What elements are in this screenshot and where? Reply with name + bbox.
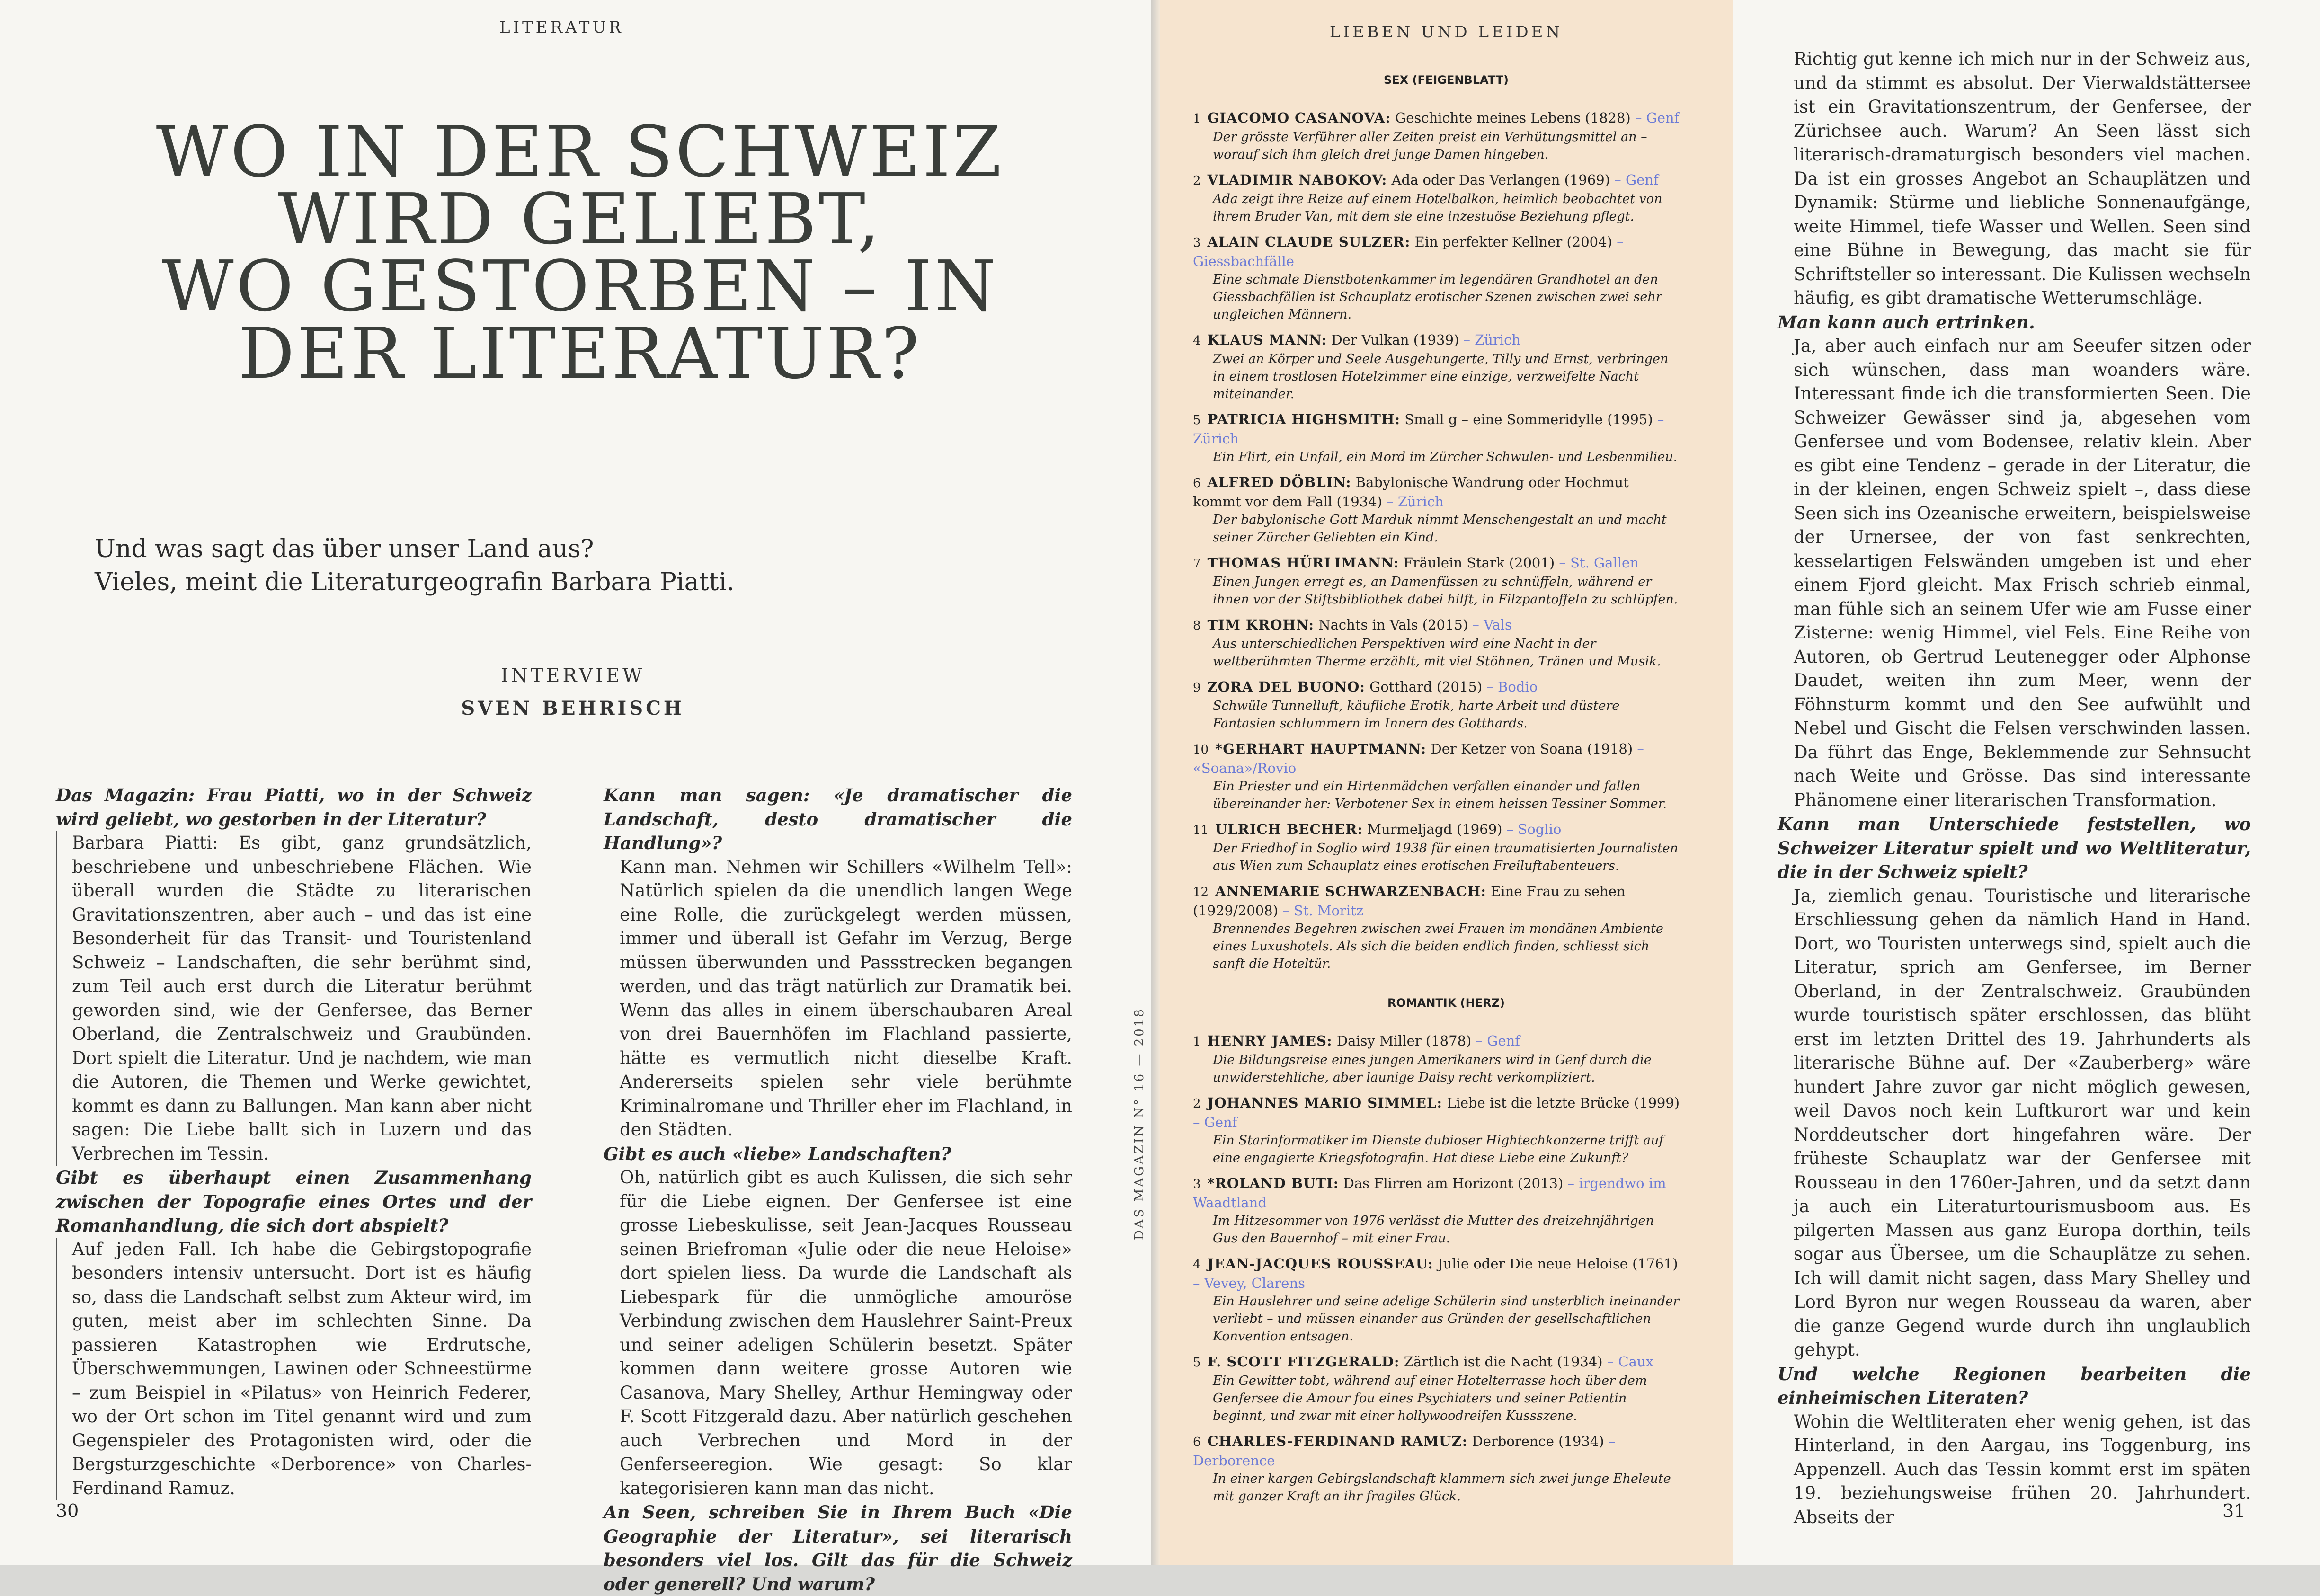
entry-place: Giessbachfälle bbox=[1193, 253, 1294, 269]
entry-place: Soglio bbox=[1518, 821, 1562, 837]
entry-work: Fräulein Stark (2001) bbox=[1403, 555, 1555, 571]
entry-dash: – bbox=[1607, 1354, 1618, 1370]
entry-author: HENRY JAMES: bbox=[1207, 1033, 1333, 1049]
entry-author: ALAIN CLAUDE SULZER: bbox=[1207, 234, 1411, 250]
entry-author: TIM KROHN: bbox=[1207, 617, 1315, 633]
interview-column-3 bbox=[1778, 47, 2251, 1529]
entry-desc: Ein Priester und ein Hirtenmädchen verfallen einander und fallen übereinander her: Verbotener Sex in einem heissen Tessiner Sommer. bbox=[1213, 779, 1667, 811]
box-title: LIEBEN UND LEIDEN bbox=[1329, 23, 1563, 42]
entry-desc: Der Friedhof in Soglio wird 1938 für einen traumatisierten Journalisten aus Wien zum Schauplatz eines erotischen Freiluftabenteuers. bbox=[1213, 841, 1679, 873]
entry-num: 9 bbox=[1193, 681, 1201, 695]
entry-num: 5 bbox=[1193, 413, 1201, 427]
interview-question: Kann man sagen: «Je dramatischer die Landschaft, desto dramatischer die Handlung»? bbox=[604, 785, 1072, 853]
box-section-sex: SEX (FEIGENBLATT) bbox=[1384, 73, 1509, 87]
entry-dash: – bbox=[1476, 1033, 1487, 1049]
entry-work: Small g – eine Sommeridylle (1995) bbox=[1404, 411, 1653, 427]
entry-author: JEAN-JACQUES ROUSSEAU: bbox=[1207, 1256, 1433, 1272]
entry-desc: Im Hitzesommer von 1976 verlässt die Mutter des dreizehnjährigen Gus den Bauernhof – mit einer Frau. bbox=[1213, 1214, 1654, 1246]
lead-text bbox=[95, 532, 852, 599]
entry-place: St. Moritz bbox=[1293, 903, 1364, 919]
entry-num: 3 bbox=[1193, 236, 1201, 250]
entry-work: Geschichte meines Lebens (1828) bbox=[1395, 110, 1631, 126]
interview-question: Gibt es auch «liebe» Landschaften? bbox=[604, 1143, 951, 1164]
entry-desc: Der grösste Verführer aller Zeiten preist ein Verhütungsmittel an – worauf sich ihm gleich drei junge Damen hingeben. bbox=[1213, 130, 1647, 162]
entry-place: Vals bbox=[1484, 617, 1512, 633]
entry-dash: – bbox=[1567, 1175, 1579, 1191]
entry-work: Daisy Miller (1878) bbox=[1336, 1033, 1472, 1049]
headline-line: WIRD GELIEBT, bbox=[277, 178, 882, 260]
entry-num: 11 bbox=[1193, 823, 1209, 837]
entry-work: Nachts in Vals (2015) bbox=[1318, 617, 1468, 633]
list-item bbox=[1193, 1255, 1680, 1345]
entry-place: Genf bbox=[1626, 172, 1659, 188]
interview-question: Man kann auch ertrinken. bbox=[1778, 311, 2035, 333]
lead-line: Vieles, meint die Literaturgeografin Barbara Piatti. bbox=[95, 568, 735, 596]
entry-num: 8 bbox=[1193, 619, 1201, 633]
entry-work: Murmeljagd (1969) bbox=[1367, 821, 1502, 837]
box-list-romantik bbox=[1193, 1032, 1680, 1513]
entry-dash: – bbox=[1282, 903, 1294, 919]
interview-answer: Barbara Piatti: Es gibt, ganz grundsätzlich, beschriebene und unbeschriebene Flächen. Wie überall wurden die Städte zu literarischen Gravitationszentren, aber auch – und das ist eine Besonderheit für das Transit- und Touristenland Schweiz – Landschaften, die sehr berühmt sind, zum Teil auch erst durch die Literatur berühmt geworden sind, wie der Genfersee, das Berner Oberland, die Zentralschweiz und Graubünden. Dort spielt die Literatur. Und je nachdem, wie man die Autoren, die Themen und Werke gewichtet, kommt es dann zu Ballungen. Man kann aber nicht sagen: Die Liebe ballt sich in Luzern und das Verbrechen im Tessin. bbox=[56, 831, 532, 1166]
list-item bbox=[1193, 1032, 1680, 1086]
list-item bbox=[1193, 882, 1680, 973]
list-item bbox=[1193, 740, 1680, 813]
page-title bbox=[71, 111, 1089, 394]
entry-desc: Brennendes Begehren zwischen zwei Frauen im mondänen Ambiente eines Luxushotels. Als sich die beiden endlich finden, schliesst sich sanft die Hoteltür. bbox=[1213, 922, 1663, 971]
entry-dash: – bbox=[1559, 555, 1571, 571]
entry-author: ZORA DEL BUONO: bbox=[1207, 679, 1365, 695]
entry-work: Der Vulkan (1939) bbox=[1331, 332, 1459, 348]
entry-dash: – bbox=[1614, 172, 1626, 188]
interview-answer: Richtig gut kenne ich mich nur in der Schweiz aus, und da stimmt es absolut. Der Vierwaldstättersee ist ein Gravitationszentrum, der Genfersee, der Zürichsee auch. Warum? An Seen lässt sich literarisch-dramaturgisch besonders viel machen. Da ist ein grosses Angebot an Schauplätzen und Dynamik: Stürme und liebliche Sonnenaufgänge, weite Himmel, tiefe Wasser und Wellen. Seen sind eine Bühne in Bewegung, das macht sie für Schriftsteller so interessant. Die Kulissen wechseln häufig, es gibt dramatische Wetterumschläge. bbox=[1778, 47, 2251, 310]
list-item bbox=[1193, 1353, 1680, 1425]
entry-num: 10 bbox=[1193, 743, 1209, 757]
interview-question: An Seen, schreiben Sie in Ihrem Buch «Die Geographie der Literatur», sei literarisch besonders viel los. Gilt das für die Schweiz oder generell? Und warum? bbox=[604, 1502, 1072, 1595]
headline-line: WO GESTORBEN – IN bbox=[161, 246, 998, 327]
entry-dash: – bbox=[1193, 1275, 1204, 1291]
entry-desc: Ein Gewitter tobt, während auf einer Hotelterrasse hoch über dem Genfersee die Amour fou eines Psychiaters und seiner Patientin beginnt, und zwar mit einer hollywoodreifen Kussszene. bbox=[1213, 1374, 1647, 1423]
entry-place: Genf bbox=[1646, 110, 1680, 126]
interview-column-1 bbox=[56, 783, 532, 1500]
section-label: LITERATUR bbox=[499, 18, 624, 37]
entry-dash: – bbox=[1472, 617, 1484, 633]
entry-author: PATRICIA HIGHSMITH: bbox=[1207, 411, 1401, 427]
entry-dash: – bbox=[1637, 741, 1644, 757]
lead-line: Und was sagt das über unser Land aus? bbox=[95, 535, 594, 563]
entry-author: GIACOMO CASANOVA: bbox=[1207, 110, 1391, 126]
page-number-left: 30 bbox=[56, 1500, 79, 1521]
entry-desc: Einen Jungen erregt es, an Damenfüssen zu schnüffeln, während er ihnen vor der Stiftsbibliothek dabei hilft, in Filzpantoffeln zu schlüpfen. bbox=[1213, 575, 1678, 607]
entry-place: «Soana»/Rovio bbox=[1193, 760, 1297, 776]
entry-author: KLAUS MANN: bbox=[1207, 332, 1327, 348]
page-number-right: 31 bbox=[2222, 1500, 2246, 1521]
interview-column-2 bbox=[604, 783, 1072, 1596]
list-item bbox=[1193, 820, 1680, 875]
entry-author: THOMAS HÜRLIMANN: bbox=[1207, 555, 1399, 571]
gutter bbox=[1151, 0, 1160, 1565]
interview-answer: Wohin die Weltliteraten eher wenig gehen, ist das Hinterland, in den Aargau, ins Toggenburg, ins Appenzell. Auch das Tessin kommt erst im späten 19. beziehungsweise frühen 20. Jahrhundert. Abseits der bbox=[1778, 1410, 2251, 1530]
list-item bbox=[1193, 109, 1680, 163]
entry-author: ALFRED DÖBLIN: bbox=[1207, 474, 1351, 490]
entry-num: 2 bbox=[1193, 1097, 1201, 1111]
entry-num: 5 bbox=[1193, 1356, 1201, 1370]
list-item bbox=[1193, 473, 1680, 546]
interview-answer: Ja, aber auch einfach nur am Seeufer sitzen oder sich wünschen, dass man woanders wäre. Interessant finde ich die transformierten Seen. Die Schweizer Gewässer sind ja, abgesehen vom Genfersee und vom Bodensee, relativ klein. Aber es gibt eine Tendenz – gerade in der Literatur, die in der kleinen, engen Schweiz spielt –, dass diese Seen sich ins Ozeanische erweitern, beispielsweise der Urnersee, der von fast senkrechten, kesselartigen Felswänden umgeben ist und eher einem Fjord gleicht. Max Frisch schrieb einmal, man fühle sich an seinem Ufer wie am Fusse einer Zisterne: wenig Himmel, viel Fels. Eine Reihe von Autoren, ob Gertrud Leutenegger oder Alphonse Daudet, weiten ihn zum Meer, wenn der Föhnsturm kommt und den See aufwühlt und Nebel und Gischt die Felsen verschwinden lassen. Da führt das Enge, Beklemmende zur Sehnsucht nach Weite und Grösse. Das sind interessante Phänomene einer literarischen Transformation. bbox=[1778, 334, 2251, 812]
entry-desc: In einer kargen Gebirgslandschaft klammern sich zwei junge Eheleute mit ganzer Kraft an ihr fragiles Glück. bbox=[1213, 1472, 1671, 1504]
entry-place: St. Gallen bbox=[1570, 555, 1639, 571]
entry-work: Eine Frau zu sehen (1929/2008) bbox=[1193, 883, 1626, 919]
entry-desc: Ada zeigt ihre Reize auf einem Hotelbalkon, heimlich beobachtet von ihrem Bruder Van, mit dem sie eine inzestuöse Beziehung pflegt. bbox=[1213, 192, 1662, 224]
entry-author: VLADIMIR NABOKOV: bbox=[1207, 172, 1387, 188]
byline-label: INTERVIEW bbox=[500, 665, 645, 687]
entry-num: 4 bbox=[1193, 334, 1201, 348]
entry-num: 6 bbox=[1193, 476, 1201, 490]
entry-work: Das Flirren am Horizont (2013) bbox=[1343, 1175, 1564, 1191]
byline-author: SVEN BEHRISCH bbox=[461, 697, 684, 719]
entry-num: 12 bbox=[1193, 885, 1209, 899]
list-item bbox=[1193, 171, 1680, 225]
entry-place: Caux bbox=[1618, 1354, 1653, 1370]
box-list-sex bbox=[1193, 109, 1680, 980]
entry-author: JOHANNES MARIO SIMMEL: bbox=[1207, 1095, 1443, 1111]
entry-place: Genf bbox=[1487, 1033, 1520, 1049]
entry-author: CHARLES-FERDINAND RAMUZ: bbox=[1207, 1433, 1468, 1449]
entry-dash: – bbox=[1635, 110, 1646, 126]
magazine-issue-note: DAS MAGAZIN N° 16 — 2018 bbox=[1132, 1007, 1147, 1240]
list-item bbox=[1193, 1094, 1680, 1167]
entry-author: *ROLAND BUTI: bbox=[1207, 1175, 1339, 1191]
entry-place: irgendwo im Waadtland bbox=[1193, 1175, 1666, 1211]
entry-dash: – bbox=[1506, 821, 1518, 837]
list-item bbox=[1193, 410, 1680, 466]
entry-num: 7 bbox=[1193, 557, 1201, 571]
entry-work: Derborence (1934) bbox=[1472, 1433, 1604, 1449]
interview-answer: Kann man. Nehmen wir Schillers «Wilhelm Tell»: Natürlich spielen da die unendlich langen Wege eine Rolle, die zurückgelegt werden müssen, immer und überall ist Gefahr im Verzug, Berge müssen überwunden und Passstrecken begangen werden, und das trägt natürlich zur Dramatik bei. Wenn das alles in einem überschaubaren Areal von drei Bauernhöfen im Flachland passierte, hätte es vermutlich nicht dieselbe Kraft. Andererseits spielen sehr viele berühmte Kriminalromane und Thriller eher im Flachland, in den Städten. bbox=[604, 855, 1072, 1142]
entry-num: 1 bbox=[1193, 112, 1201, 126]
list-item bbox=[1193, 554, 1680, 608]
entry-place: Bodio bbox=[1498, 679, 1538, 695]
entry-desc: Eine schmale Dienstbotenkammer im legendären Grandhotel an den Giessbachfällen ist Schauplatz erotischer Szenen zwischen zwei sehr ungleichen Männern. bbox=[1213, 272, 1662, 322]
entry-dash: – bbox=[1387, 494, 1398, 510]
list-item bbox=[1193, 233, 1680, 323]
entry-author: ULRICH BECHER: bbox=[1215, 821, 1363, 837]
entry-desc: Aus unterschiedlichen Perspektiven wird eine Nacht in der weltberühmten Therme erzählt, mit viel Stöhnen, Tränen und Musik. bbox=[1213, 637, 1661, 669]
entry-desc: Die Bildungsreise eines jungen Amerikaners wird in Genf durch die unwiderstehliche, aber launige Daisy recht verkompliziert. bbox=[1213, 1053, 1652, 1085]
headline-line: DER LITERATUR? bbox=[238, 313, 922, 394]
entry-dash: – bbox=[1486, 679, 1498, 695]
interview-answer: Ja, ziemlich genau. Touristische und literarische Erschliessung gehen da nämlich Hand in Hand. Dort, wo Touristen unterwegs sind, spielt auch die Literatur, sprich am Genfersee, im Berner Oberland, in der Zentralschweiz. Graubünden wurde touristisch später erschlossen, das blüht erst im letzten Drittel des 19. Jahrhunderts als literarische Bühne auf. Der «Zauberberg» wäre hundert Jahre zuvor gar nicht möglich gewesen, weil Davos noch kein Luftkurort war und kein Norddeutscher dort hingefahren wäre. Der früheste Schauplatz war der Genfersee mit Rousseau in den 1760er-Jahren, und da setzt dann ja auch ein Literaturtourismusboom aus. Es pilgerten Massen aus ganz Europa dorthin, teils sogar aus Übersee, um die Schauplätze zu sehen. Ich will damit nicht sagen, dass Mary Shelley und Lord Byron nur wegen Rousseau da waren, aber die ganze Gegend wurde durch ihn unglaublich gehypt. bbox=[1778, 884, 2251, 1362]
entry-desc: Ein Starinformatiker im Dienste dubioser Hightechkonzerne trifft auf eine engagierte Kriegsfotografin. Hat diese Liebe eine Zukunft? bbox=[1213, 1133, 1664, 1165]
entry-work: Liebe ist die letzte Brücke (1999) bbox=[1447, 1095, 1680, 1111]
entry-place: Zürich bbox=[1193, 431, 1239, 447]
entry-dash: – bbox=[1617, 234, 1624, 250]
interview-answer: Oh, natürlich gibt es auch Kulissen, die sich sehr für die Liebe eignen. Der Genfersee ist eine grosse Liebeskulisse, seit Jean-Jacques Rousseau seinen Briefroman «Julie oder die neue Heloise» dort spielen liess. Da wurde die Landschaft als Liebespark für die unmögliche amouröse Verbindung zwischen dem Hauslehrer Saint-Preux und seiner adeligen Schülerin besetzt. Später kommen dann weitere grosse Autoren wie Casanova, Mary Shelley, Arthur Hemingway oder F. Scott Fitzgerald dazu. Aber natürlich geschehen auch Verbrechen und Mord in der Genferseeregion. Wie gesagt: So klar kategorisieren kann man das nicht. bbox=[604, 1166, 1072, 1500]
entry-work: Ada oder Das Verlangen (1969) bbox=[1391, 172, 1610, 188]
entry-author: F. SCOTT FITZGERALD: bbox=[1207, 1354, 1400, 1370]
list-item bbox=[1193, 331, 1680, 403]
entry-place: Zürich bbox=[1475, 332, 1521, 348]
entry-work: Gotthard (2015) bbox=[1369, 679, 1483, 695]
interview-answer: Auf jeden Fall. Ich habe die Gebirgstopografie besonders intensiv untersucht. Dort ist es häufig so, dass die Landschaft selbst zum Akteur wird, im guten, meist aber im schlechten Sinne. Da passieren Katastrophen wie Erdrutsche, Überschwemmungen, Lawinen oder Schneestürme – zum Beispiel in «Pilatus» von Heinrich Federer, wo der Ort schon im Titel genannt wird und zum Gegenspieler des Protagonisten wird, oder die Bergsturzgeschichte «Derborence» von Charles-Ferdinand Ramuz. bbox=[56, 1238, 532, 1501]
interview-question: Und welche Regionen bearbeiten die einheimischen Literaten? bbox=[1778, 1363, 2251, 1408]
interview-question: Kann man Unterschiede feststellen, wo Schweizer Literatur spielt und wo Weltliteratur, die in der Schweiz spielt? bbox=[1778, 814, 2251, 882]
entry-place: Zürich bbox=[1397, 494, 1444, 510]
entry-desc: Ein Hauslehrer und seine adelige Schülerin sind unsterblich ineinander verliebt – und müssen einander aus Gründen der gesellschaftlichen Konvention entsagen. bbox=[1213, 1294, 1680, 1344]
entry-desc: Zwei an Körper und Seele Ausgehungerte, Tilly und Ernst, verbringen in einem trostlosen Hotelzimmer eine einzige, verzweifelte Nacht miteinander. bbox=[1213, 352, 1669, 401]
entry-place: Vevey, Clarens bbox=[1204, 1275, 1306, 1291]
entry-num: 6 bbox=[1193, 1435, 1201, 1449]
headline-line: WO IN DER SCHWEIZ bbox=[156, 111, 1004, 193]
entry-dash: – bbox=[1463, 332, 1475, 348]
entry-desc: Ein Flirt, ein Unfall, ein Mord im Zürcher Schwulen- und Lesbenmilieu. bbox=[1213, 450, 1678, 464]
entry-author: *GERHART HAUPTMANN: bbox=[1215, 741, 1427, 757]
entry-work: Babylonische Wandrung oder Hochmut kommt vor dem Fall (1934) bbox=[1193, 474, 1629, 510]
entry-place: Derborence bbox=[1193, 1453, 1275, 1469]
entry-work: Julie oder Die neue Heloise (1761) bbox=[1438, 1256, 1678, 1272]
entry-work: Der Ketzer von Soana (1918) bbox=[1431, 741, 1633, 757]
list-item bbox=[1193, 1174, 1680, 1247]
entry-work: Zärtlich ist die Nacht (1934) bbox=[1404, 1354, 1603, 1370]
entry-num: 1 bbox=[1193, 1035, 1201, 1049]
entry-dash: – bbox=[1657, 411, 1664, 427]
list-item bbox=[1193, 616, 1680, 670]
entry-dash: – bbox=[1608, 1433, 1616, 1449]
entry-num: 2 bbox=[1193, 174, 1201, 188]
interview-question: Gibt es überhaupt einen Zusammenhang zwischen der Topografie eines Ortes und der Romanhandlung, die sich dort abspielt? bbox=[56, 1167, 532, 1236]
entry-num: 4 bbox=[1193, 1258, 1201, 1272]
entry-num: 3 bbox=[1193, 1177, 1201, 1191]
entry-work: Ein perfekter Kellner (2004) bbox=[1414, 234, 1612, 250]
interview-question: Das Magazin: Frau Piatti, wo in der Schweiz wird geliebt, wo gestorben in der Literatur? bbox=[56, 785, 532, 830]
list-item bbox=[1193, 678, 1680, 732]
box-section-romantik: ROMANTIK (HERZ) bbox=[1387, 996, 1505, 1010]
entry-desc: Der babylonische Gott Marduk nimmt Menschengestalt an und macht seiner Zürcher Geliebten ein Kind. bbox=[1213, 513, 1667, 545]
entry-author: ANNEMARIE SCHWARZENBACH: bbox=[1215, 883, 1486, 899]
entry-desc: Schwüle Tunnelluft, käufliche Erotik, harte Arbeit und düstere Fantasien schlummern im Innern des Gotthards. bbox=[1213, 699, 1620, 731]
entry-dash: – bbox=[1193, 1114, 1204, 1130]
entry-place: Genf bbox=[1204, 1114, 1237, 1130]
list-item bbox=[1193, 1432, 1680, 1505]
